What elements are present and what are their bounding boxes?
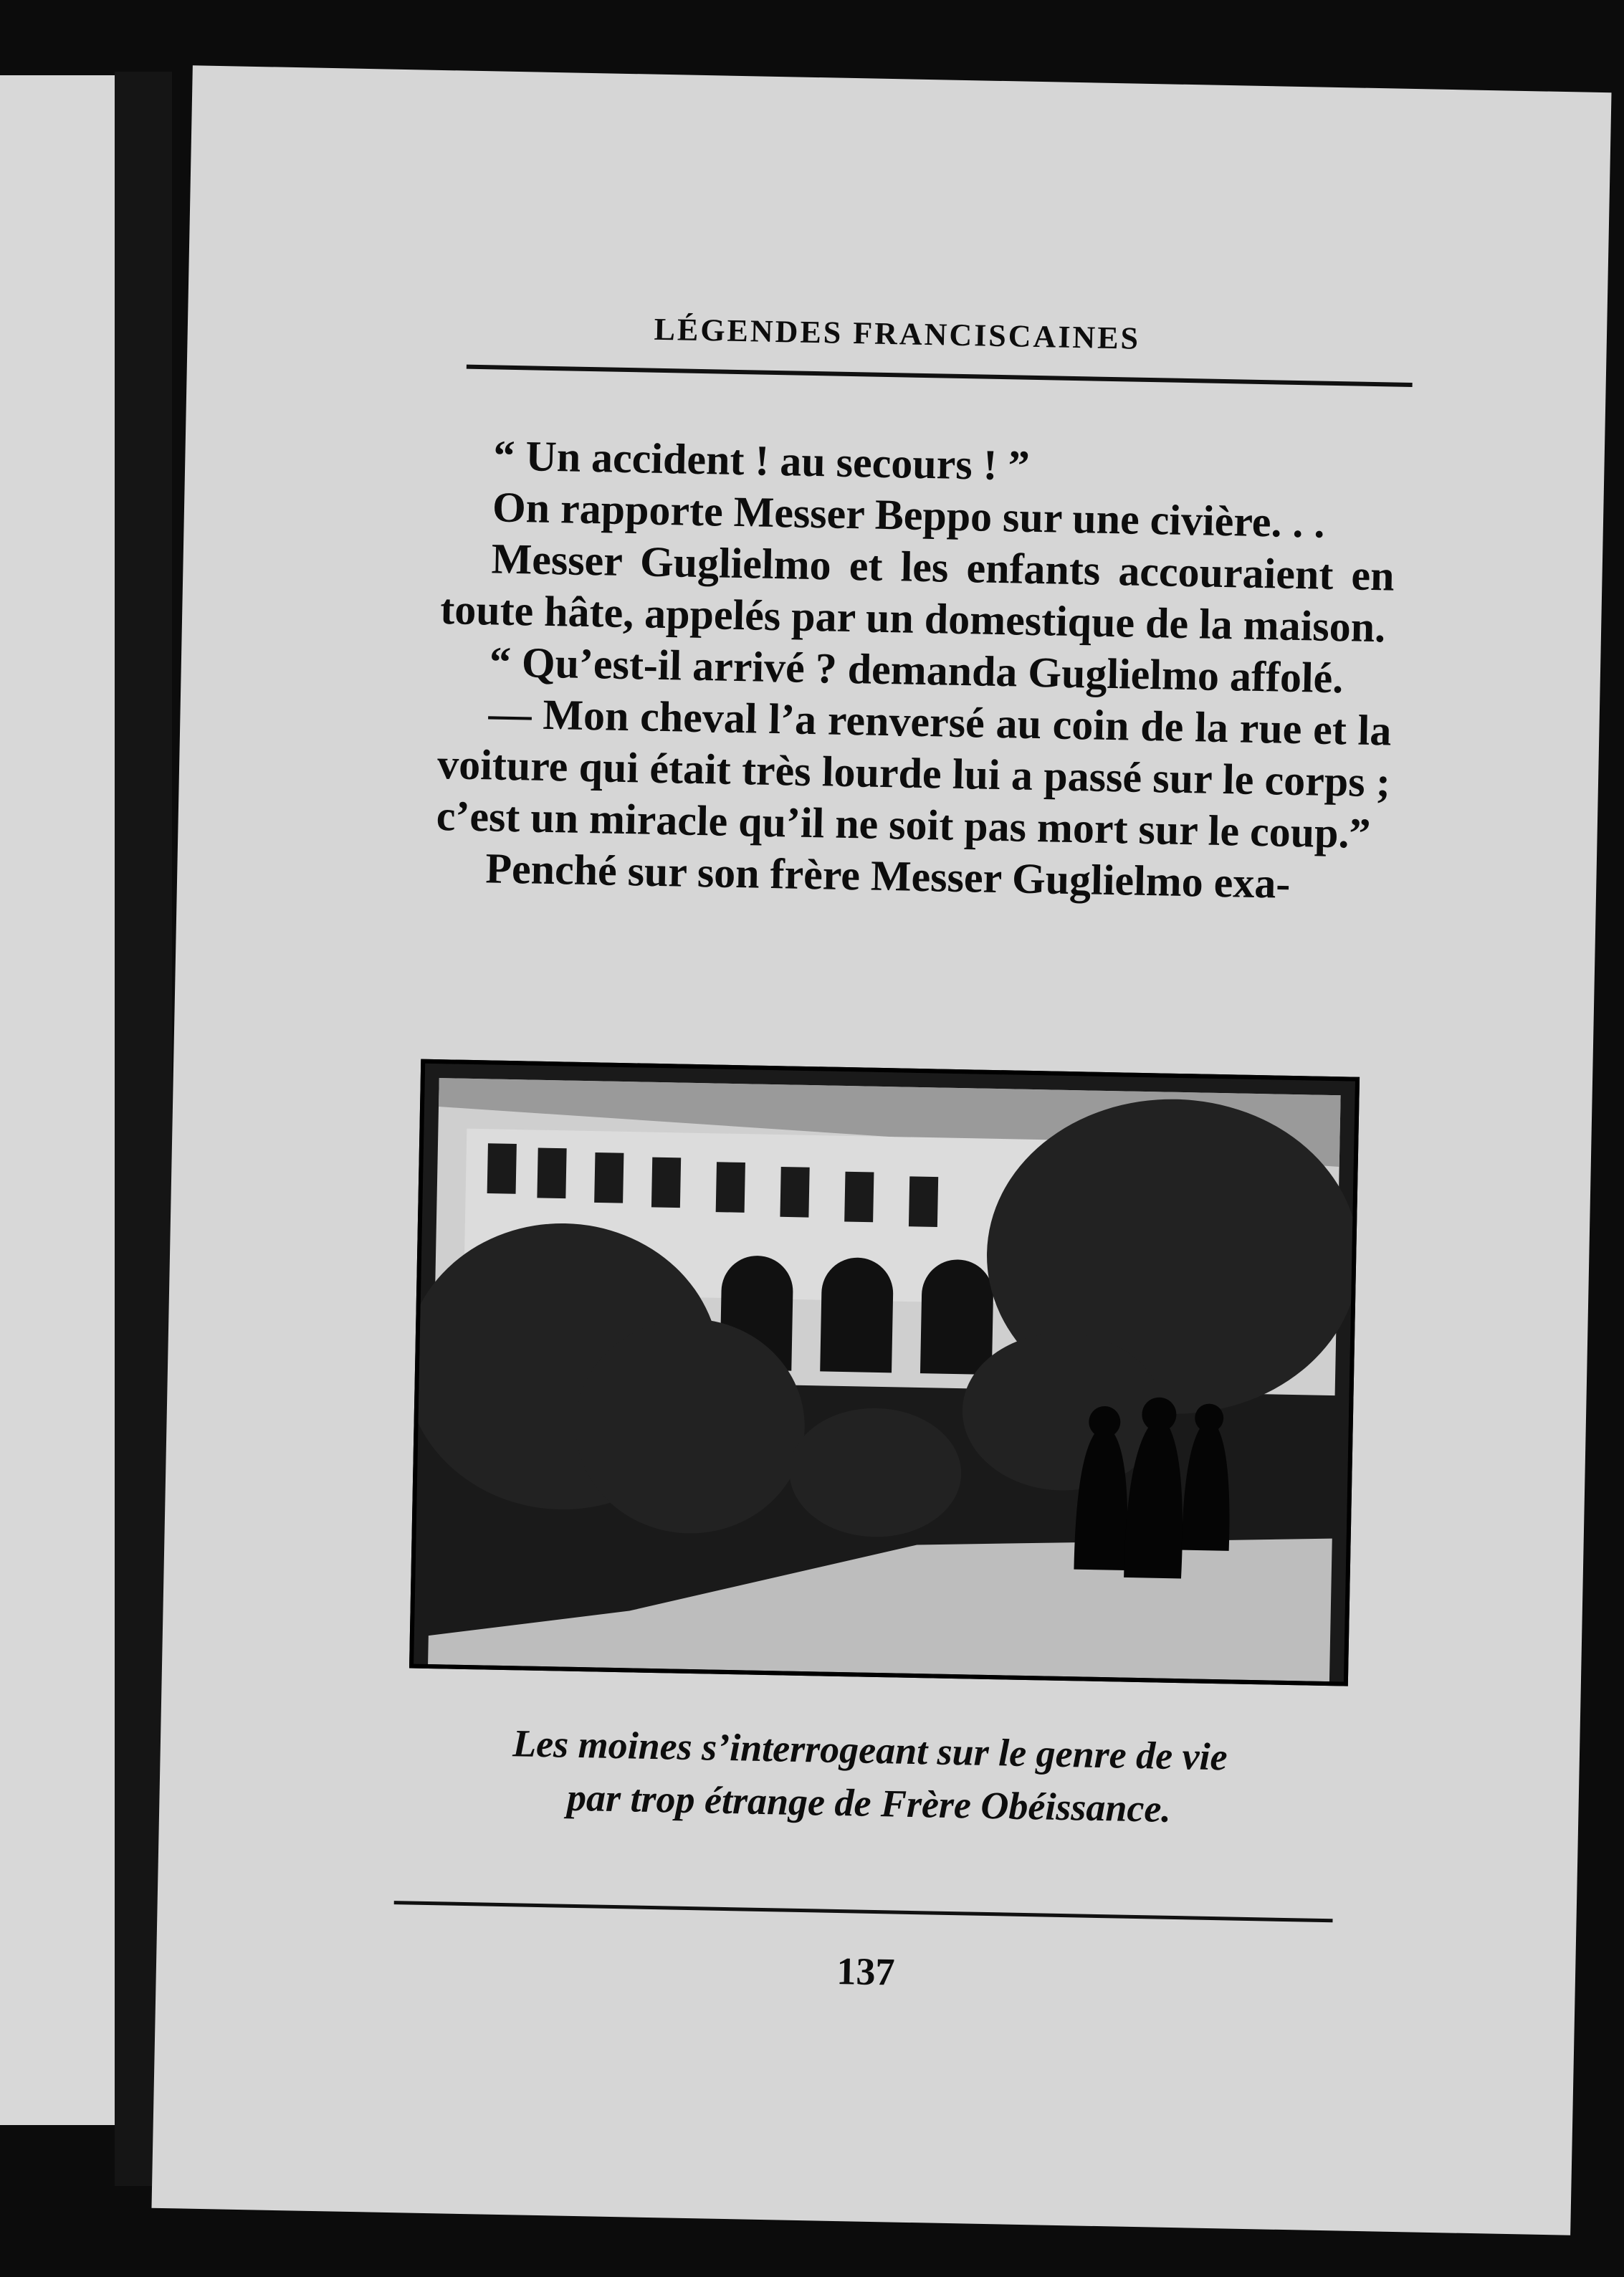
book-page (151, 65, 1611, 2235)
figure-caption (396, 1714, 1344, 1838)
running-head: LÉGENDES FRANCISCAINES (654, 311, 1141, 356)
body-text (435, 429, 1397, 911)
page-number: 137 (836, 1949, 896, 1994)
paragraph-2: On rapporte Messer Beppo sur une civière. . . (492, 483, 1326, 547)
cloister-illustration (409, 1059, 1360, 1686)
caption-line-1: Les moines s’interrogeant sur le genre de vie (512, 1722, 1228, 1779)
paragraph-6: Penché sur son frère Messer Guglielmo exa- (484, 844, 1291, 907)
caption-line-2: par trop étrange de Frère Obéissance. (566, 1775, 1172, 1830)
paragraph-1: “ Un accident ! au secours ! ” (492, 431, 1031, 490)
paragraph-5: — Mon cheval l’a renversé au coin de la rue et la voiture qui était très lourde lui a passé sur le corps ; c’est un miracle qu’il ne soit pas mort sur le coup.” (436, 689, 1393, 858)
paragraph-4: “ Qu’est-il arrivé ? demanda Guglielmo affolé. (489, 638, 1344, 702)
paragraph-3: Messer Guglielmo et les enfants accouraient en toute hâte, appelés par un domestique de la maison. (439, 535, 1395, 651)
cloister-engraving (414, 1064, 1355, 1682)
footer-rule (394, 1901, 1333, 1922)
left-page-edge (0, 75, 118, 2125)
header-rule (467, 365, 1413, 387)
